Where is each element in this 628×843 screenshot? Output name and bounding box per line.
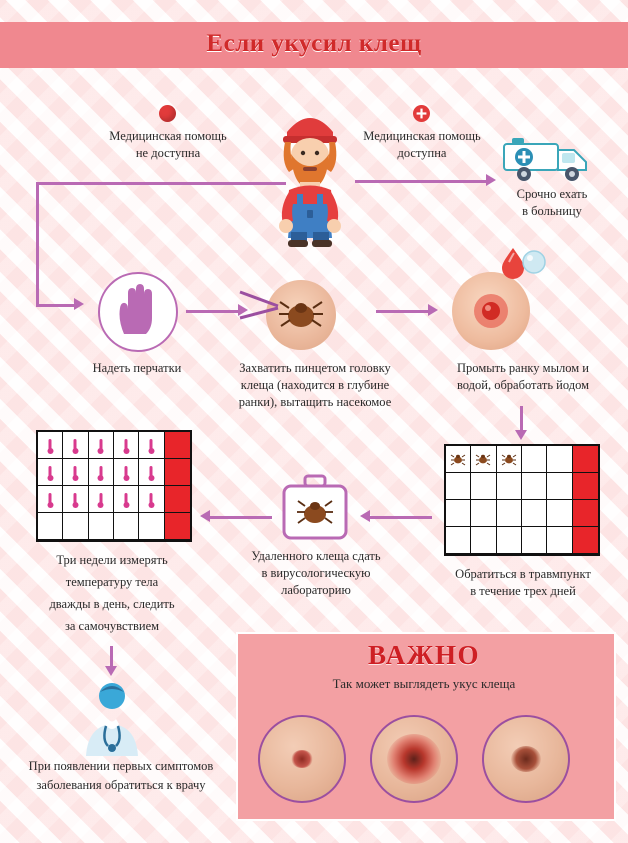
- arrow-right-branch-horizontal: [355, 180, 487, 183]
- calendar-cell: [114, 432, 139, 459]
- step-hospital-caption-line2: в больницу: [522, 204, 582, 218]
- page-title: Если укусил клещ: [206, 30, 422, 57]
- calendar-cell: [471, 473, 496, 500]
- thermometer-icon: [74, 439, 77, 451]
- calendar-cell: [471, 446, 496, 473]
- step-tweezers-caption-line1: Захватить пинцетом головку: [239, 361, 391, 375]
- calendar-cell: [497, 527, 522, 554]
- calendar-cell: [165, 459, 190, 486]
- arrow-left-branch-to-gloves: [36, 304, 76, 307]
- step-hospital-caption-line1: Срочно ехать: [516, 187, 588, 201]
- thermometer-icon: [99, 466, 102, 478]
- calendar-cell: [522, 527, 547, 554]
- step-trauma-caption-line1: Обратиться в травмпункт: [455, 567, 591, 581]
- calendar-cell: [114, 486, 139, 513]
- doctor-icon: [72, 678, 152, 760]
- thermometer-icon: [49, 466, 52, 478]
- calendar-cell: [165, 486, 190, 513]
- thermometer-icon: [125, 466, 128, 478]
- calendar-cell: [573, 446, 598, 473]
- important-subtitle: Так может выглядеть укус клеща: [332, 676, 516, 691]
- calendar-cell: [497, 500, 522, 527]
- calendar-cell: [38, 432, 63, 459]
- suitcase-tick-icon: [278, 472, 352, 544]
- calendar-cell: [38, 486, 63, 513]
- calendar-cell: [547, 500, 572, 527]
- calendar-cell: [446, 446, 471, 473]
- red-plus-dot-icon: [413, 105, 430, 122]
- step-lab-caption-line2: в вирусологическую: [261, 566, 371, 580]
- calendar-cell: [89, 486, 114, 513]
- arrow-lab-to-temperature-head: [200, 510, 210, 522]
- thermometer-icon: [74, 466, 77, 478]
- calendar-cell: [63, 432, 88, 459]
- arrow-lab-to-temperature: [210, 516, 272, 519]
- thermometer-icon: [125, 493, 128, 505]
- thermometer-icon: [150, 493, 153, 505]
- thermometer-icon: [74, 493, 77, 505]
- arrow-left-branch-horizontal: [36, 182, 286, 185]
- calendar-cell: [139, 432, 164, 459]
- arrow-left-branch-vertical: [36, 182, 39, 304]
- man-with-beard-illustration: [255, 98, 365, 248]
- step-wash-caption-line1: Промыть ранку мылом и: [457, 361, 589, 375]
- step-gloves-caption: Надеть перчатки: [92, 361, 182, 375]
- calendar-cell: [89, 432, 114, 459]
- calendar-cell: [497, 446, 522, 473]
- calendar-cell: [497, 473, 522, 500]
- thermometer-icon: [125, 439, 128, 451]
- thermometer-icon: [99, 493, 102, 505]
- calendar-cell: [522, 473, 547, 500]
- bite-photo-3: [482, 715, 570, 803]
- calendar-cell: [471, 527, 496, 554]
- calendar-3days-icon: [444, 444, 600, 556]
- arrow-tweezers-to-wash: [376, 310, 430, 313]
- step-temperature-caption-line1: Три недели измерять: [56, 553, 168, 567]
- step-doctor-caption-line1: При появлении первых симптомов: [28, 759, 214, 773]
- calendar-cell: [573, 500, 598, 527]
- calendar-cell: [547, 473, 572, 500]
- step-temperature-caption-line2: температуру тела: [65, 575, 159, 589]
- bite-photo-2: [370, 715, 458, 803]
- calendar-cell: [471, 500, 496, 527]
- calendar-cell: [114, 513, 139, 540]
- soap-bubble-icon: [522, 250, 546, 274]
- calendar-cell: [139, 486, 164, 513]
- calendar-cell: [38, 459, 63, 486]
- calendar-cell: [89, 459, 114, 486]
- wound-wash-icon: [452, 272, 530, 350]
- calendar-cell: [446, 527, 471, 554]
- glove-icon: [98, 272, 178, 352]
- thermometer-icon: [49, 493, 52, 505]
- calendar-cell: [63, 513, 88, 540]
- ambulance-icon: [500, 132, 596, 184]
- calendar-cell: [139, 459, 164, 486]
- calendar-cell: [63, 486, 88, 513]
- bite-photo-1: [258, 715, 346, 803]
- step-temperature-caption-line4: за самочувствием: [64, 619, 160, 633]
- calendar-cell: [139, 513, 164, 540]
- arrow-gloves-to-tweezers: [186, 310, 240, 313]
- calendar-cell: [522, 500, 547, 527]
- thermometer-icon: [49, 439, 52, 451]
- calendar-cell: [446, 500, 471, 527]
- tweezers-icon: [238, 288, 284, 324]
- calendar-cell: [573, 527, 598, 554]
- step-doctor-caption-line2: заболевания обратиться к врачу: [36, 778, 206, 792]
- arrow-right-branch-head: [486, 174, 496, 186]
- branch-left-label-line1: Медицинская помощь: [109, 129, 227, 143]
- branch-right-label-line1: Медицинская помощь: [363, 129, 481, 143]
- calendar-3weeks-icon: [36, 430, 192, 542]
- calendar-cell: [547, 527, 572, 554]
- calendar-cell: [573, 473, 598, 500]
- step-wash-caption-line2: водой, обработать йодом: [456, 378, 590, 392]
- step-temperature-caption-line3: дважды в день, следить: [49, 597, 175, 611]
- important-title: ВАЖНО: [367, 640, 480, 670]
- calendar-cell: [63, 459, 88, 486]
- thermometer-icon: [99, 439, 102, 451]
- calendar-cell: [114, 459, 139, 486]
- calendar-cell: [165, 432, 190, 459]
- step-trauma-caption-line2: в течение трех дней: [470, 584, 576, 598]
- calendar-cell: [165, 513, 190, 540]
- arrow-trauma-to-lab-head: [360, 510, 370, 522]
- arrow-wash-to-trauma-head: [515, 430, 527, 440]
- branch-right-label-line2: доступна: [397, 146, 447, 160]
- calendar-cell: [547, 446, 572, 473]
- red-dot-icon: [159, 105, 176, 122]
- arrow-temperature-to-doctor-head: [105, 666, 117, 676]
- calendar-cell: [38, 513, 63, 540]
- step-tweezers-caption-line2: клеща (находится в глубине: [240, 378, 390, 392]
- calendar-cell: [446, 473, 471, 500]
- calendar-cell: [89, 513, 114, 540]
- step-tweezers-caption-line3: ранки), вытащить насекомое: [238, 395, 392, 409]
- thermometer-icon: [150, 466, 153, 478]
- thermometer-icon: [150, 439, 153, 451]
- step-lab-caption-line1: Удаленного клеща сдать: [251, 549, 381, 563]
- calendar-cell: [522, 446, 547, 473]
- branch-left-label-line2: не доступна: [135, 146, 201, 160]
- step-lab-caption-line3: лабораторию: [281, 583, 351, 597]
- arrow-trauma-to-lab: [370, 516, 432, 519]
